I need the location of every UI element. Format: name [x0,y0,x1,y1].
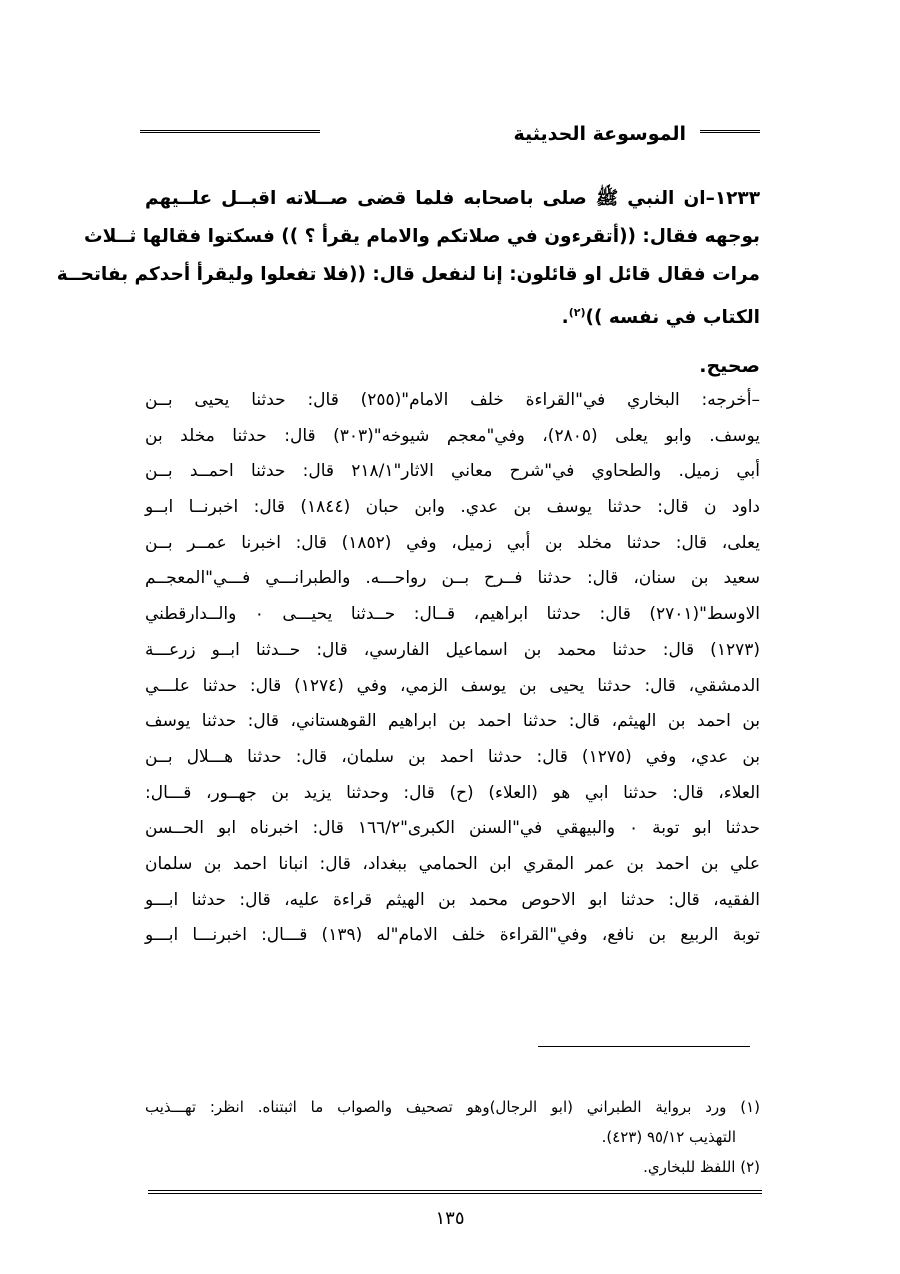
takhrij-line: الفقيه، قال: حدثنا ابو الاحوص محمد بن الهيثم قراءة عليه، قال: حدثنا ابـــو [145,889,760,910]
footnote-1: (١) ورد برواية الطبراني (ابو الرجال)وهو تصحيف والصواب ما اثبتناه. انظر: تهـــذيب [145,1098,760,1116]
footnotes [145,1092,760,1182]
takhrij-line: –أخرجه: البخاري في"القراءة خلف الامام"(٢٥٥) قال: حدثنا يحيى بــن [145,390,760,410]
header-title: الموسوعة الحديثية [508,122,693,146]
footnote-2: (٢) اللفظ للبخاري. [643,1158,760,1176]
takhrij-line: يعلى، قال: حدثنا مخلد بن أبي زميل، وفي (١٨٥٢) قال: اخبرنا عمــر بــن [145,532,760,553]
takhrij-line: يوسف. وابو يعلى (٢٨٠٥)، وفي"معجم شيوخه"(٣٠٣) قال: حدثنا مخلد بن [145,425,761,446]
takhrij-line: حدثنا ابو توبة ٠ والبيهقي في"السنن الكبرى"١٦٦/٢ قال: اخبرناه ابو الحــسن [145,818,761,839]
takhrij-text [145,383,760,954]
takhrij-line: سعيد بن سنان، قال: حدثنا فــرح بــن رواحـــه. والطبرانـــي فـــي"المعجــم [145,568,760,589]
takhrij-line: علي بن احمد بن عمر المقري ابن الحمامي ببغداد، قال: انبانا احمد بن سلمان [145,853,760,874]
hadith-line-text: الكتاب في نفسه )) [585,307,760,329]
hadith-grade [145,346,760,386]
hadith-line: مرات فقال قائل او قائلون: إنا لنفعل قال: ((فلا تفعلوا وليقرأ أحدكم بفاتحــة [56,264,760,285]
takhrij-line: (١٢٧٣) قال: حدثنا محمد بن اسماعيل الفارسي، قال: حــدثنا ابــو زرعـــة [145,639,760,660]
takhrij-line: بن احمد بن الهيثم، قال: حدثنا احمد بن ابراهيم القوهستاني، قال: حدثنا يوسف [145,711,760,732]
bottom-rule [148,1190,762,1198]
takhrij-line: أبي زميل. والطحاوي في"شرح معاني الاثار"٢١٨/١ قال: حدثنا احمــد بــن [145,461,760,482]
hadith-line: ١٢٣٣–ان النبي ﷺ صلى باصحابه فلما قضى صــلاته اقبــل علــيهم [145,188,760,209]
takhrij-line: الاوسط"(٢٧٠١) قال: حدثنا ابراهيم، قــال: حــدثنا يحيـــى ٠ والــدارقطني [145,604,760,625]
takhrij-line: الدمشقي، قال: حدثنا يحيى بن يوسف الزمي، وفي (١٢٧٤) قال: حدثنا علـــي [145,675,760,696]
takhrij-line: داود ن قال: حدثنا يوسف بن عدي. وابن حبان (١٨٤٤) قال: اخبرنــا ابــو [145,497,760,518]
footnote-separator [538,1046,750,1047]
running-header [140,122,760,146]
grade-text: صحيح. [699,355,760,377]
hadith-text [56,180,760,332]
hadith-end-punct: . [561,307,569,329]
hadith-line: بوجهه فقال: ((أتقرءون في صلاتكم والامام يقرأ ؟ )) فسكتوا فقالها ثــلاث [84,226,760,247]
header-rule-right [700,130,760,136]
footnote-1-continued: التهذيب ٩٥/١٢ (٤٢٣). [601,1128,736,1146]
hadith-line-last [145,294,760,332]
takhrij-line: بن عدي، وفي (١٢٧٥) قال: حدثنا احمد بن سلمان، قال: حدثنا هـــلال بــن [145,746,760,767]
takhrij-line: توبة الربيع بن نافع، وفي"القراءة خلف الامام"له (١٣٩) قـــال: اخبرنـــا ابـــو [145,925,760,946]
footnote-ref: (٢) [568,306,586,319]
takhrij-line: العلاء، قال: حدثنا ابي هو (العلاء) (ح) قال: وحدثنا يزيد بن جهــور، قـــال: [145,782,760,803]
header-rule-left [140,130,320,136]
page-number: ١٣٥ [435,1208,465,1229]
